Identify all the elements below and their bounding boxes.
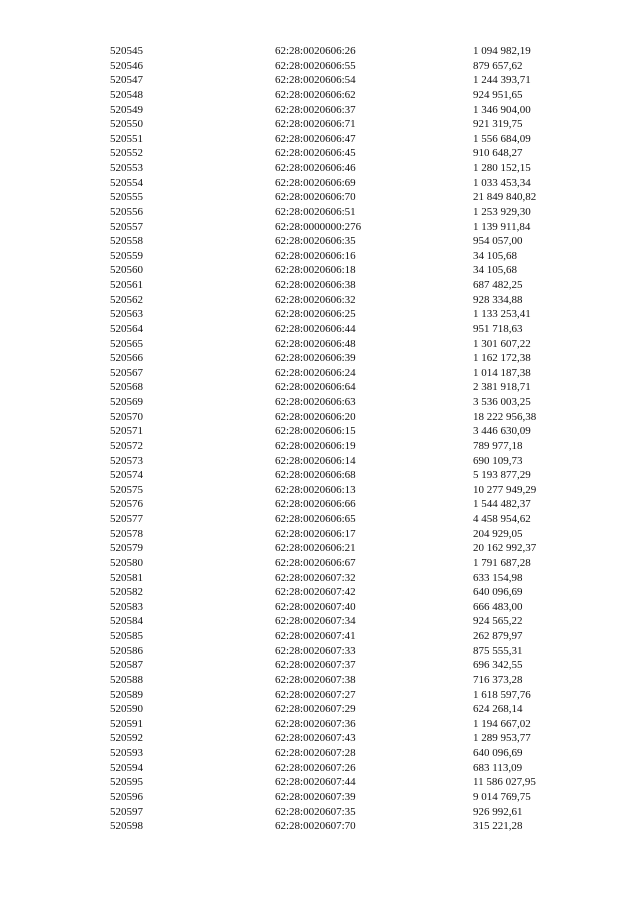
table-row — [0, 322, 640, 337]
row-number: 520592 — [110, 732, 143, 745]
cadastral-value: 640 096,69 — [473, 586, 523, 599]
row-margin — [0, 644, 110, 659]
cadastral-value: 924 565,22 — [473, 615, 523, 628]
cadastral-value: 1 280 152,15 — [473, 162, 531, 174]
cadastral-number: 62:28:0020606:64 — [275, 381, 356, 394]
row-margin — [0, 263, 110, 278]
table-row — [0, 176, 640, 191]
cadastral-value: 3 536 003,25 — [473, 396, 531, 408]
cadastral-value: 954 057,00 — [473, 235, 523, 248]
cadastral-number: 62:28:0020606:21 — [275, 542, 356, 555]
row-margin — [0, 395, 110, 410]
row-margin — [0, 132, 110, 147]
row-margin — [0, 702, 110, 717]
row-number: 520564 — [110, 322, 143, 335]
row-number: 520589 — [110, 688, 143, 701]
cadastral-value: 1 618 597,76 — [473, 688, 531, 701]
row-margin — [0, 146, 110, 161]
cadastral-number: 62:28:0020607:42 — [275, 586, 356, 599]
row-number: 520588 — [110, 673, 143, 686]
row-margin — [0, 731, 110, 746]
cadastral-value: 640 096,69 — [473, 747, 523, 759]
table-row — [0, 731, 640, 746]
cadastral-value: 910 648,27 — [473, 147, 523, 160]
row-margin — [0, 483, 110, 498]
table-row — [0, 673, 640, 688]
table-row — [0, 351, 640, 366]
cadastral-value: 683 113,09 — [473, 761, 523, 774]
row-margin — [0, 161, 110, 176]
row-number: 520591 — [110, 717, 143, 730]
cadastral-value: 1 544 482,37 — [473, 498, 531, 511]
row-margin — [0, 746, 110, 761]
row-margin — [0, 380, 110, 395]
table-row — [0, 439, 640, 454]
row-margin — [0, 571, 110, 586]
table-row — [0, 146, 640, 161]
cadastral-number: 62:28:0020606:13 — [275, 483, 356, 496]
row-number: 520579 — [110, 542, 143, 555]
cadastral-number: 62:28:0020607:33 — [275, 644, 356, 657]
cadastral-value-table — [0, 44, 640, 834]
row-number: 520553 — [110, 162, 143, 174]
cadastral-value: 1 556 684,09 — [473, 132, 531, 145]
table-row — [0, 44, 640, 59]
row-margin — [0, 629, 110, 644]
table-row — [0, 337, 640, 352]
row-margin — [0, 805, 110, 820]
table-row — [0, 59, 640, 74]
cadastral-value: 1 133 253,41 — [473, 308, 531, 321]
cadastral-number: 62:28:0020607:44 — [275, 776, 356, 789]
row-number: 520580 — [110, 556, 143, 569]
row-margin — [0, 614, 110, 629]
row-margin — [0, 59, 110, 74]
cadastral-value: 1 253 929,30 — [473, 205, 531, 218]
cadastral-number: 62:28:0020607:41 — [275, 630, 356, 642]
cadastral-value: 1 301 607,22 — [473, 337, 531, 350]
cadastral-number: 62:28:0020606:47 — [275, 132, 356, 145]
table-row — [0, 424, 640, 439]
cadastral-value: 951 718,63 — [473, 322, 523, 335]
cadastral-value: 1 014 187,38 — [473, 366, 531, 379]
table-row — [0, 220, 640, 235]
row-number: 520573 — [110, 454, 143, 467]
cadastral-number: 62:28:0020607:37 — [275, 659, 356, 672]
table-row — [0, 775, 640, 790]
table-row — [0, 410, 640, 425]
table-row — [0, 658, 640, 673]
cadastral-value: 928 334,88 — [473, 293, 523, 306]
table-row — [0, 190, 640, 205]
cadastral-number: 62:28:0020607:32 — [275, 571, 356, 584]
cadastral-number: 62:28:0020607:40 — [275, 600, 356, 613]
table-row — [0, 600, 640, 615]
table-row — [0, 380, 640, 395]
cadastral-value: 1 289 953,77 — [473, 732, 531, 745]
table-row — [0, 103, 640, 118]
row-margin — [0, 512, 110, 527]
row-margin — [0, 468, 110, 483]
row-number: 520549 — [110, 103, 143, 116]
row-number: 520572 — [110, 439, 143, 452]
cadastral-value: 315 221,28 — [473, 820, 523, 833]
table-row — [0, 527, 640, 542]
cadastral-value: 921 319,75 — [473, 118, 523, 131]
row-number: 520554 — [110, 176, 143, 189]
row-margin — [0, 249, 110, 264]
table-row — [0, 746, 640, 761]
row-margin — [0, 366, 110, 381]
row-number: 520598 — [110, 820, 143, 833]
cadastral-number: 62:28:0020606:39 — [275, 352, 356, 365]
cadastral-number: 62:28:0020606:24 — [275, 366, 356, 379]
table-row — [0, 293, 640, 308]
table-row — [0, 161, 640, 176]
row-number: 520576 — [110, 498, 143, 511]
cadastral-number: 62:28:0020606:71 — [275, 118, 356, 131]
cadastral-value: 5 193 877,29 — [473, 469, 531, 482]
table-row — [0, 512, 640, 527]
table-row — [0, 629, 640, 644]
cadastral-value: 20 162 992,37 — [473, 542, 537, 555]
cadastral-value: 262 879,97 — [473, 630, 523, 642]
row-number: 520547 — [110, 74, 143, 87]
cadastral-value: 879 657,62 — [473, 59, 523, 72]
row-number: 520584 — [110, 615, 143, 628]
cadastral-value: 696 342,55 — [473, 659, 523, 672]
row-margin — [0, 527, 110, 542]
row-number: 520597 — [110, 805, 143, 818]
cadastral-number: 62:28:0020606:54 — [275, 74, 356, 87]
cadastral-number: 62:28:0020606:67 — [275, 556, 356, 569]
table-row — [0, 717, 640, 732]
row-margin — [0, 585, 110, 600]
cadastral-value: 1 346 904,00 — [473, 103, 531, 116]
cadastral-number: 62:28:0020607:26 — [275, 761, 356, 774]
cadastral-number: 62:28:0020607:38 — [275, 673, 356, 686]
cadastral-number: 62:28:0020606:63 — [275, 396, 356, 408]
cadastral-number: 62:28:0020606:48 — [275, 337, 356, 350]
cadastral-value: 10 277 949,29 — [473, 483, 537, 496]
cadastral-number: 62:28:0020606:14 — [275, 454, 356, 467]
table-row — [0, 541, 640, 556]
row-margin — [0, 673, 110, 688]
cadastral-number: 62:28:0020606:32 — [275, 293, 356, 306]
cadastral-number: 62:28:0020606:18 — [275, 264, 356, 277]
cadastral-value: 875 555,31 — [473, 644, 523, 657]
row-number: 520568 — [110, 381, 143, 394]
row-margin — [0, 337, 110, 352]
row-number: 520552 — [110, 147, 143, 160]
cadastral-value: 1 791 687,28 — [473, 556, 531, 569]
row-number: 520570 — [110, 410, 143, 423]
row-margin — [0, 658, 110, 673]
row-number: 520545 — [110, 45, 143, 57]
row-number: 520546 — [110, 59, 143, 72]
row-margin — [0, 717, 110, 732]
cadastral-value: 624 268,14 — [473, 703, 523, 716]
cadastral-value: 4 458 954,62 — [473, 513, 531, 525]
cadastral-number: 62:28:0020606:62 — [275, 88, 356, 101]
row-number: 520583 — [110, 600, 143, 613]
cadastral-value: 924 951,65 — [473, 88, 523, 101]
row-margin — [0, 600, 110, 615]
table-row — [0, 819, 640, 834]
cadastral-value: 9 014 769,75 — [473, 790, 531, 803]
row-margin — [0, 424, 110, 439]
row-margin — [0, 190, 110, 205]
cadastral-value: 633 154,98 — [473, 571, 523, 584]
table-row — [0, 249, 640, 264]
table-row — [0, 234, 640, 249]
row-number: 520557 — [110, 220, 143, 233]
table-row — [0, 790, 640, 805]
row-number: 520594 — [110, 761, 143, 774]
row-number: 520593 — [110, 747, 143, 759]
table-row — [0, 263, 640, 278]
table-row — [0, 132, 640, 147]
row-number: 520560 — [110, 264, 143, 277]
table-row — [0, 117, 640, 132]
row-margin — [0, 234, 110, 249]
row-number: 520587 — [110, 659, 143, 672]
row-number: 520550 — [110, 118, 143, 131]
row-number: 520595 — [110, 776, 143, 789]
row-margin — [0, 322, 110, 337]
cadastral-number: 62:28:0020606:25 — [275, 308, 356, 321]
row-number: 520571 — [110, 425, 143, 438]
row-margin — [0, 541, 110, 556]
cadastral-number: 62:28:0020606:15 — [275, 425, 356, 438]
cadastral-value: 1 094 982,19 — [473, 45, 531, 57]
row-margin — [0, 454, 110, 469]
table-row — [0, 468, 640, 483]
row-number: 520575 — [110, 483, 143, 496]
table-body — [0, 44, 640, 834]
row-number: 520567 — [110, 366, 143, 379]
row-margin — [0, 117, 110, 132]
row-number: 520551 — [110, 132, 143, 145]
cadastral-value: 1 139 911,84 — [473, 220, 531, 233]
cadastral-number: 62:28:0020607:35 — [275, 805, 356, 818]
cadastral-number: 62:28:0020606:69 — [275, 176, 356, 189]
cadastral-number: 62:28:0020607:29 — [275, 703, 356, 716]
cadastral-value: 1 033 453,34 — [473, 176, 531, 189]
row-margin — [0, 278, 110, 293]
table-row — [0, 644, 640, 659]
row-number: 520556 — [110, 205, 143, 218]
row-number: 520578 — [110, 527, 143, 540]
cadastral-value: 21 849 840,82 — [473, 191, 537, 204]
cadastral-value: 789 977,18 — [473, 439, 523, 452]
cadastral-number: 62:28:0020606:35 — [275, 235, 356, 248]
cadastral-value: 716 373,28 — [473, 673, 523, 686]
row-margin — [0, 351, 110, 366]
cadastral-value: 690 109,73 — [473, 454, 523, 467]
row-margin — [0, 293, 110, 308]
cadastral-number: 62:28:0020606:38 — [275, 279, 356, 291]
row-margin — [0, 410, 110, 425]
cadastral-value: 1 244 393,71 — [473, 74, 531, 87]
table-row — [0, 395, 640, 410]
cadastral-number: 62:28:0020606:55 — [275, 59, 356, 72]
cadastral-value: 34 105,68 — [473, 249, 517, 262]
cadastral-number: 62:28:0020606:51 — [275, 205, 356, 218]
cadastral-number: 62:28:0020606:16 — [275, 249, 356, 262]
cadastral-value: 3 446 630,09 — [473, 425, 531, 438]
cadastral-value: 687 482,25 — [473, 279, 523, 291]
row-number: 520566 — [110, 352, 143, 365]
table-row — [0, 483, 640, 498]
cadastral-value: 1 162 172,38 — [473, 352, 531, 365]
row-number: 520574 — [110, 469, 143, 482]
table-row — [0, 73, 640, 88]
row-margin — [0, 790, 110, 805]
cadastral-number: 62:28:0020606:19 — [275, 439, 356, 452]
row-number: 520585 — [110, 630, 143, 642]
cadastral-number: 62:28:0020606:44 — [275, 322, 356, 335]
cadastral-number: 62:28:0020606:17 — [275, 527, 356, 540]
table-row — [0, 702, 640, 717]
cadastral-value: 926 992,61 — [473, 805, 523, 818]
row-number: 520555 — [110, 191, 143, 204]
table-row — [0, 307, 640, 322]
row-margin — [0, 556, 110, 571]
cadastral-number: 62:28:0020607:27 — [275, 688, 356, 701]
cadastral-value: 1 194 667,02 — [473, 717, 531, 730]
cadastral-value: 204 929,05 — [473, 527, 523, 540]
row-number: 520581 — [110, 571, 143, 584]
row-margin — [0, 205, 110, 220]
row-number: 520596 — [110, 790, 143, 803]
table-row — [0, 88, 640, 103]
cadastral-number: 62:28:0020606:66 — [275, 498, 356, 511]
cadastral-value: 666 483,00 — [473, 600, 523, 613]
cadastral-value: 11 586 027,95 — [473, 776, 536, 789]
cadastral-number: 62:28:0020607:28 — [275, 747, 356, 759]
row-margin — [0, 220, 110, 235]
cadastral-number: 62:28:0020606:68 — [275, 469, 356, 482]
cadastral-number: 62:28:0020606:45 — [275, 147, 356, 160]
cadastral-number: 62:28:0020606:26 — [275, 45, 356, 57]
row-number: 520577 — [110, 513, 143, 525]
row-number: 520562 — [110, 293, 143, 306]
cadastral-value: 18 222 956,38 — [473, 410, 537, 423]
table-row — [0, 614, 640, 629]
row-number: 520590 — [110, 703, 143, 716]
row-margin — [0, 73, 110, 88]
cadastral-number: 62:28:0020607:39 — [275, 790, 356, 803]
cadastral-number: 62:28:0020606:46 — [275, 162, 356, 174]
cadastral-number: 62:28:0020607:70 — [275, 820, 356, 833]
row-number: 520563 — [110, 308, 143, 321]
cadastral-number: 62:28:0020607:43 — [275, 732, 356, 745]
table-row — [0, 805, 640, 820]
cadastral-number: 62:28:0020606:70 — [275, 191, 356, 204]
cadastral-number: 62:28:0020607:34 — [275, 615, 356, 628]
cadastral-number: 62:28:0020607:36 — [275, 717, 356, 730]
table-row — [0, 761, 640, 776]
row-margin — [0, 688, 110, 703]
table-row — [0, 571, 640, 586]
row-number: 520565 — [110, 337, 143, 350]
table-row — [0, 585, 640, 600]
cadastral-number: 62:28:0020606:37 — [275, 103, 356, 116]
cadastral-value: 34 105,68 — [473, 264, 517, 277]
row-number: 520586 — [110, 644, 143, 657]
row-margin — [0, 761, 110, 776]
row-margin — [0, 44, 110, 59]
table-row — [0, 205, 640, 220]
row-margin — [0, 819, 110, 834]
cadastral-number: 62:28:0020606:65 — [275, 513, 356, 525]
table-row — [0, 688, 640, 703]
row-number: 520569 — [110, 396, 143, 408]
table-row — [0, 556, 640, 571]
row-number: 520559 — [110, 249, 143, 262]
row-margin — [0, 88, 110, 103]
table-row — [0, 497, 640, 512]
cadastral-number: 62:28:0020606:20 — [275, 410, 356, 423]
row-margin — [0, 439, 110, 454]
row-number: 520582 — [110, 586, 143, 599]
row-margin — [0, 103, 110, 118]
row-number: 520548 — [110, 88, 143, 101]
table-row — [0, 278, 640, 293]
cadastral-value: 2 381 918,71 — [473, 381, 531, 394]
row-number: 520561 — [110, 279, 143, 291]
table-row — [0, 366, 640, 381]
row-number: 520558 — [110, 235, 143, 248]
row-margin — [0, 775, 110, 790]
cadastral-number: 62:28:0000000:276 — [275, 220, 362, 233]
row-margin — [0, 307, 110, 322]
row-margin — [0, 176, 110, 191]
table-row — [0, 454, 640, 469]
row-margin — [0, 497, 110, 512]
